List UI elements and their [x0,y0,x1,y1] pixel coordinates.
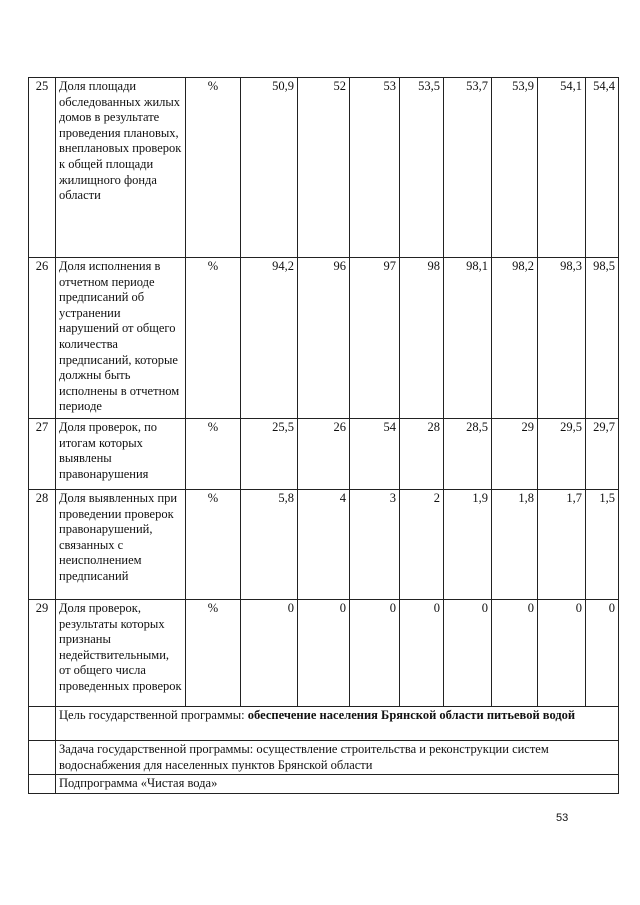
value-cell: 1,9 [444,490,492,600]
value-cell: 54,1 [538,78,586,258]
program-task-row [29,741,619,775]
row-number: 26 [29,258,56,419]
table-row [29,490,619,600]
value-cell: 98,2 [492,258,538,419]
subprogram-row [29,775,619,794]
indicator-name: Доля выявленных при проведении проверок правонарушений, связанных с неисполнением предписаний [56,490,186,600]
row-number [29,707,56,741]
value-cell: 26 [298,419,350,490]
value-cell: 29,7 [586,419,619,490]
value-cell: 0 [298,600,350,707]
value-cell: 1,5 [586,490,619,600]
indicators-table [28,77,619,794]
value-cell: 5,8 [241,490,298,600]
value-cell: 29 [492,419,538,490]
value-cell: 53 [350,78,400,258]
unit: % [186,258,241,419]
value-cell: 97 [350,258,400,419]
value-cell: 98,3 [538,258,586,419]
row-number: 25 [29,78,56,258]
value-cell: 1,8 [492,490,538,600]
value-cell: 98,1 [444,258,492,419]
row-number: 29 [29,600,56,707]
unit: % [186,78,241,258]
indicator-name: Доля площади обследованных жилых домов в результате проведения плановых, внеплановых проверок к общей площади жилищного фонда области [56,78,186,258]
value-cell: 0 [350,600,400,707]
value-cell: 54 [350,419,400,490]
page-number: 53 [556,812,569,824]
row-number: 28 [29,490,56,600]
indicator-name: Доля проверок, по итогам которых выявлены правонарушения [56,419,186,490]
unit: % [186,600,241,707]
table-body [29,78,619,794]
value-cell: 98 [400,258,444,419]
value-cell: 53,7 [444,78,492,258]
table-row [29,419,619,490]
value-cell: 28,5 [444,419,492,490]
value-cell: 0 [538,600,586,707]
value-cell: 0 [492,600,538,707]
subprogram: Подпрограмма «Чистая вода» [56,775,619,794]
row-number: 27 [29,419,56,490]
value-cell: 96 [298,258,350,419]
value-cell: 2 [400,490,444,600]
program-task: Задача государственной программы: осуществление строительства и реконструкции систем водоснабжения для населенных пунктов Брянской области [56,741,619,775]
goal-text: обеспечение населения Брянской области питьевой водой [247,708,576,722]
value-cell: 53,9 [492,78,538,258]
value-cell: 1,7 [538,490,586,600]
value-cell: 29,5 [538,419,586,490]
value-cell: 0 [586,600,619,707]
value-cell: 94,2 [241,258,298,419]
row-number [29,775,56,794]
value-cell: 4 [298,490,350,600]
unit: % [186,419,241,490]
value-cell: 25,5 [241,419,298,490]
table-row [29,600,619,707]
value-cell: 52 [298,78,350,258]
program-goal-row [29,707,619,741]
indicator-name: Доля исполнения в отчетном периоде предписаний об устранении нарушений от общего количества предписаний, которые должны быть исполнены в отчетном периоде [56,258,186,419]
program-goal [56,707,619,741]
table-row [29,78,619,258]
value-cell: 0 [444,600,492,707]
value-cell: 3 [350,490,400,600]
value-cell: 98,5 [586,258,619,419]
value-cell: 0 [241,600,298,707]
value-cell: 53,5 [400,78,444,258]
value-cell: 0 [400,600,444,707]
value-cell: 28 [400,419,444,490]
table-row [29,258,619,419]
row-number [29,741,56,775]
goal-prefix: Цель государственной программы: [59,708,248,722]
unit: % [186,490,241,600]
value-cell: 50,9 [241,78,298,258]
indicator-name: Доля проверок, результаты которых признаны недействительными, от общего числа проведенных проверок [56,600,186,707]
value-cell: 54,4 [586,78,619,258]
